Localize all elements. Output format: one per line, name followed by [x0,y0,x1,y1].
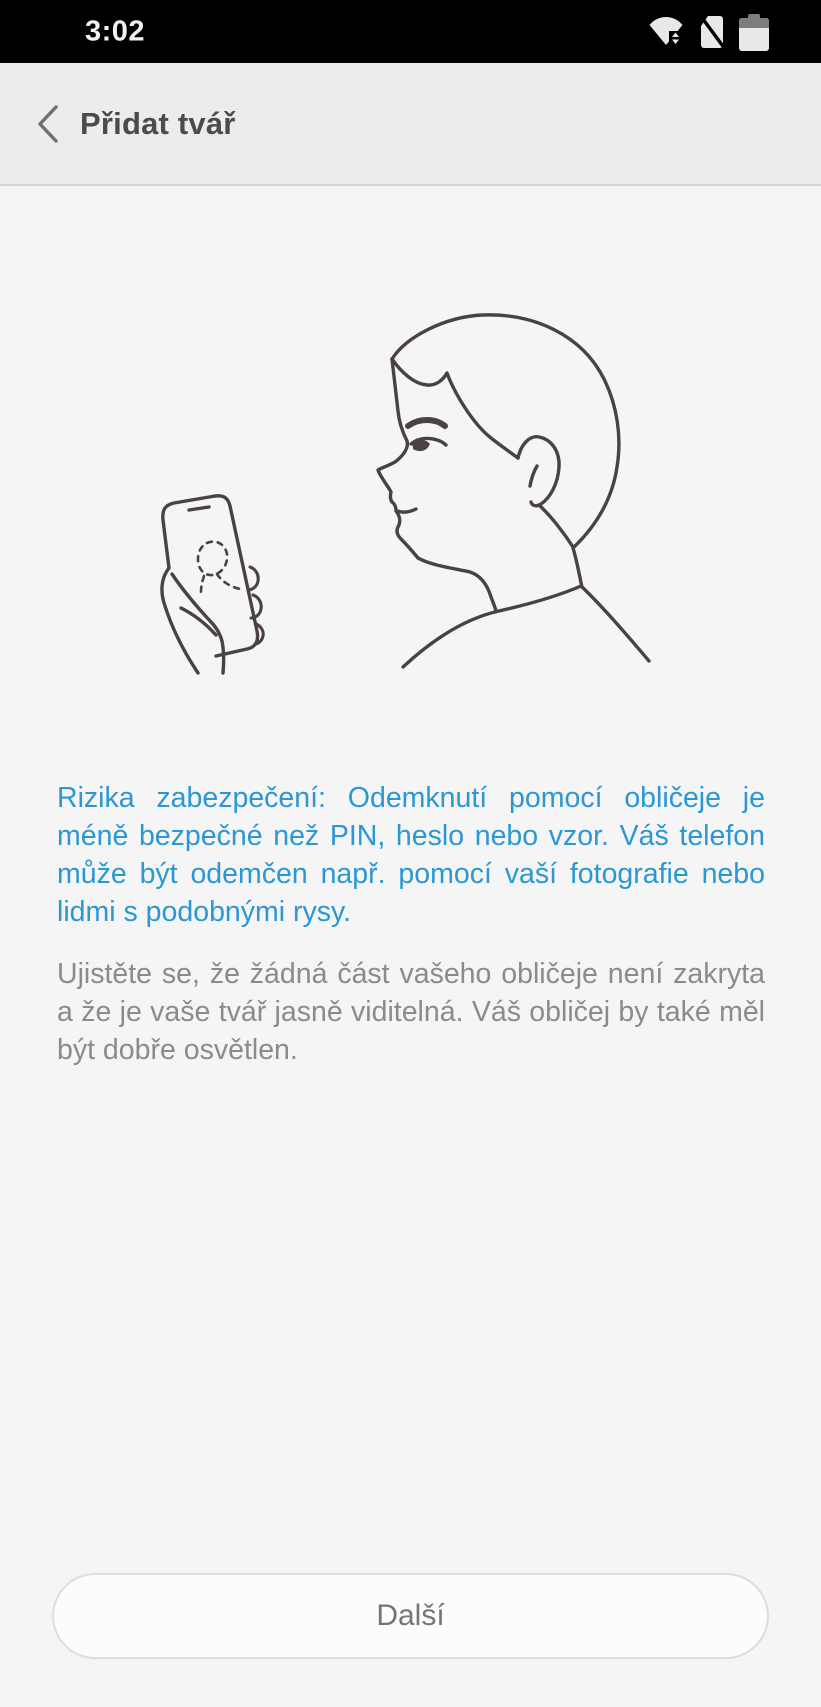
next-button[interactable]: Další [52,1573,769,1659]
status-bar [0,0,821,63]
face-scan-illustration [160,295,660,685]
back-chevron-icon [33,101,63,147]
back-button[interactable] [26,96,70,152]
security-warning-text: Rizika zabezpečení: Odemknutí pomocí obličeje je méně bezpečné než PIN, heslo nebo vzor. Váš telefon může být odemčen např. pomocí vaší fotografie nebo lidmi s podobnými rysy. [57,782,765,928]
battery-icon [739,13,769,51]
status-icons [648,0,769,63]
no-sim-icon [696,13,728,51]
instruction-text: Ujistěte se, že žádná část vašeho obličeje není zakryta a že je vaše tvář jasně viditelná. Váš obličej by také měl být dobře osvětlen. [57,958,765,1066]
page-title: Přidat tvář [80,105,236,141]
status-time: 3:02 [85,15,146,47]
header [0,63,821,186]
wifi-icon [648,16,685,48]
